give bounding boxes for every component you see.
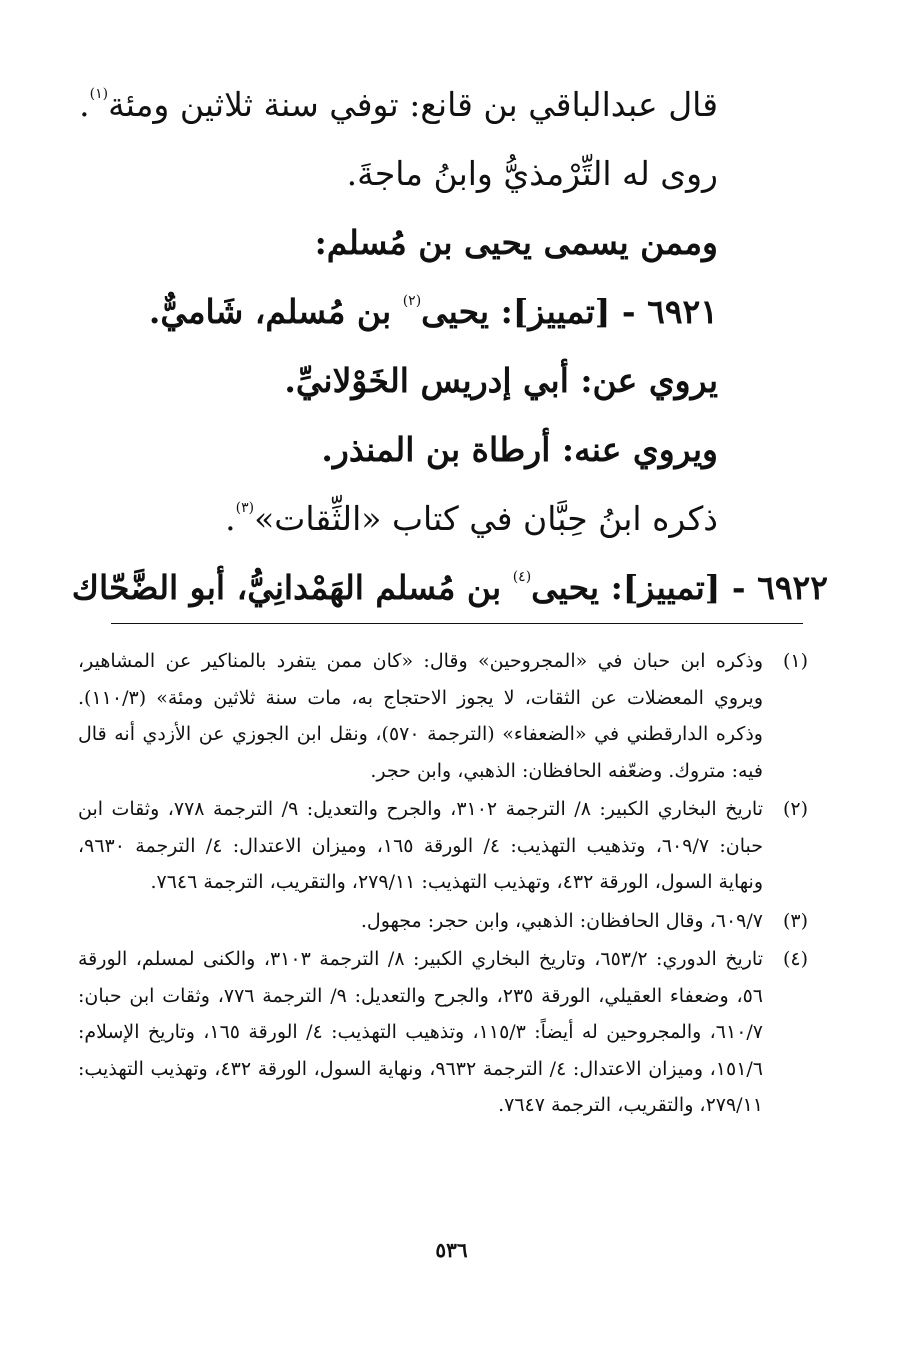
entry-6922-tail: بن مُسلم الهَمْدانِيُّ، أبو الضَّحّاك [71,568,502,607]
entry-6921-tail: بن مُسلم، شَاميٌّ. [148,292,392,331]
footnote-3 [78,903,808,940]
entry-6921-head: ٦٩٢١ - [تمييز]: يحيى [421,292,718,331]
footnotes [78,643,808,1126]
footnote-separator [111,623,803,624]
footnote-number: (٣) [782,909,808,932]
text-line-1 [70,70,718,139]
footnote-number: (٢) [782,798,808,820]
footnote-ref-3[interactable]: (٣) [235,500,255,516]
main-text [70,70,828,622]
footnote-text: ٦٠٩/٧، وقال الحافظان: الذهبي، وابن حجر: مجهول. [360,909,763,932]
line-1-end: . [79,85,90,124]
text-line-7 [70,484,718,553]
footnote-number: (٤) [782,948,808,970]
text-line-2: روى له التِّرْمذيُّ وابنُ ماجةَ. [346,154,718,193]
footnote-text: وذكره ابن حبان في «المجروحين» وقال: «كان ممن يتفرد بالمناكير عن المشاهير، ويروي المعضلات عن الثقات، لا يجوز الاحتجاج به، مات سنة ثلاثين ومئة» (١١٠/٣). وذكره الدارقطني في «الضعفاء» (الترجمة ٥٧٠)، ونقل ابن الجوزي عن الأزدي أنه قال فيه: متروك. وضعّفه الحافظان: الذهبي، وابن حجر. [78,650,763,782]
line-1-text: قال عبدالباقي بن قانع: توفي سنة ثلاثين ومئة [108,85,718,124]
entry-6922-head: ٦٩٢٢ - [تمييز]: يحيى [531,568,828,607]
text-line-3: وممن يسمى يحيى بن مُسلم: [314,223,718,262]
footnote-1 [78,643,808,789]
footnote-ref-2[interactable]: (٢) [402,293,422,309]
footnote-text: تاريخ الدوري: ٦٥٣/٢، وتاريخ البخاري الكبير: ٨/ الترجمة ٣١٠٣، والكنى لمسلم، الورقة ٥٦، وضعفاء العقيلي، الورقة ٢٣٥، والجرح والتعديل: ٩/ الترجمة ٧٧٦، وثقات ابن حبان: ٦١٠/٧، والمجروحين له أيضاً: ١١٥/٣، وتذهيب التهذيب: ٤/ الورقة ١٦٥، وتاريخ الإسلام: ١٥١/٦، وميزان الاعتدال: ٤/ الترجمة ٩٦٣٢، ونهاية السول، الورقة ٤٣٢، وتهذيب التهذيب: ٢٧٩/١١، والتقريب، الترجمة ٧٦٤٧. [78,948,764,1116]
line-7-text: ذكره ابنُ حِبَّان في كتاب «الثِّقات» [254,499,718,538]
footnote-ref-1[interactable]: (١) [89,86,109,102]
footnote-ref-4[interactable]: (٤) [512,569,532,585]
footnote-text: تاريخ البخاري الكبير: ٨/ الترجمة ٣١٠٢، والجرح والتعديل: ٩/ الترجمة ٧٧٨، وثقات ابن حبان: ٦٠٩/٧، وتذهيب التهذيب: ٤/ الورقة ١٦٥، وميزان الاعتدال: ٤/ الترجمة ٩٦٣٠، ونهاية السول، الورقة ٤٣٢، وتهذيب التهذيب: ٢٧٩/١١، والتقريب، الترجمة ٧٦٤٦. [78,798,764,893]
footnote-2 [78,791,808,901]
text-line-6: ويروي عنه: أرطاة بن المنذر. [321,430,718,469]
entry-6921 [70,277,718,346]
text-line-5: يروي عن: أبي إدريس الخَوْلانيِّ. [284,361,718,400]
footnote-number: (١) [782,650,808,672]
footnote-4 [78,941,808,1124]
entry-6922 [70,553,828,622]
line-7-end: . [225,499,236,538]
page-number: ٥٣٦ [435,1238,468,1262]
